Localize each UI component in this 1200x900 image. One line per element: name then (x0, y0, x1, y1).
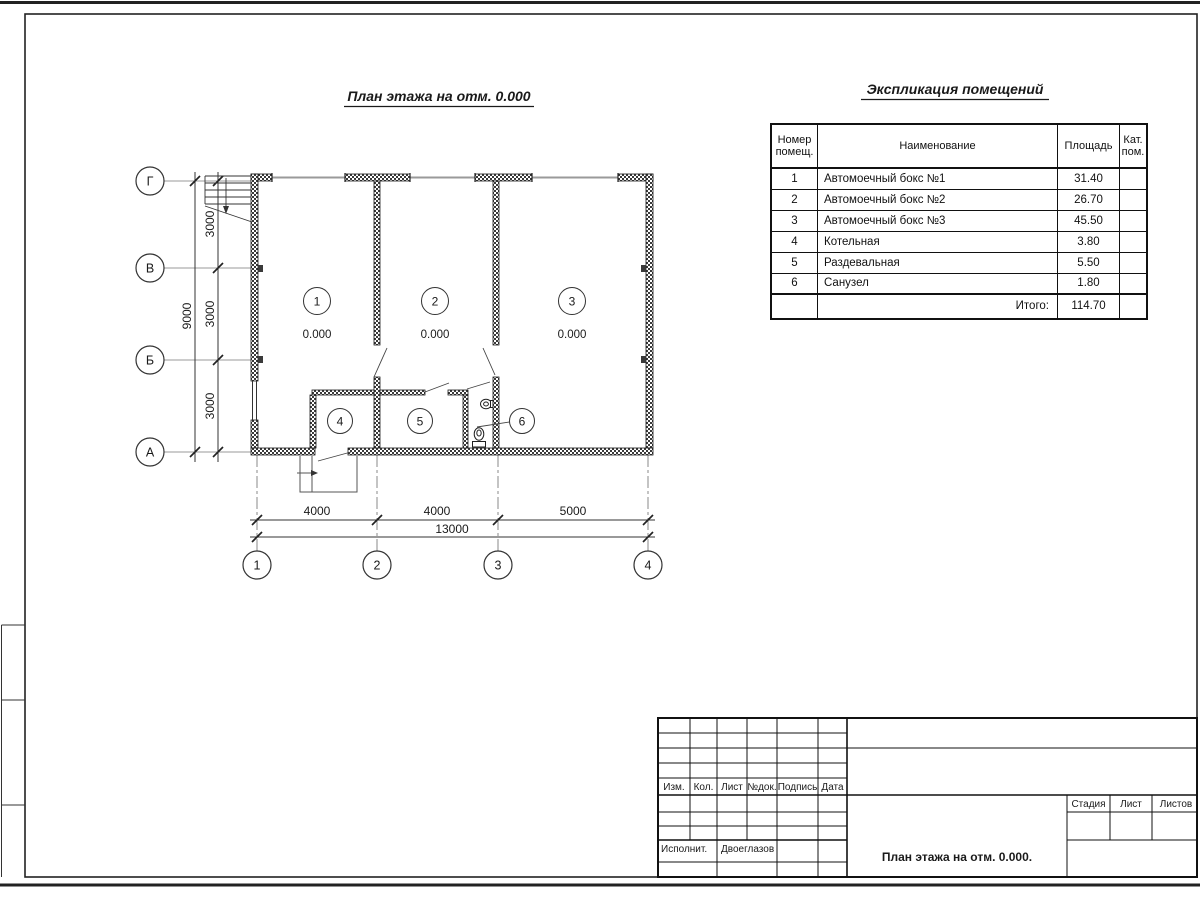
dim-left-1: 3000 (203, 210, 217, 238)
table-total-value: 114.70 (1058, 295, 1120, 318)
tb-col-ndok: №док. (747, 782, 777, 793)
sheet-margin-cells (2, 625, 26, 877)
table-row-num: 1 (772, 169, 818, 190)
table-row-area: 26.70 (1058, 190, 1120, 211)
axis-lines (164, 181, 648, 551)
toilet-fixture (473, 428, 486, 447)
axis-label-1: 1 (253, 558, 261, 573)
room-label-6: 6 (518, 414, 526, 429)
table-row-cat (1120, 211, 1146, 232)
axis-label-2: 2 (373, 558, 381, 573)
dimension-texts (180, 210, 587, 536)
dim-bottom-3: 5000 (559, 504, 587, 518)
tb-executor-name: Двоеглазов (721, 844, 775, 855)
table-row-cat (1120, 232, 1146, 253)
dim-bottom-total: 13000 (435, 522, 469, 536)
table-row-cat (1120, 169, 1146, 190)
room-label-3: 3 (568, 294, 576, 309)
tb-sheets-label: Листов (1159, 799, 1193, 810)
table-header-num: Номер помещ. (772, 125, 818, 169)
table-row-area: 31.40 (1058, 169, 1120, 190)
axis-label-4: 4 (644, 558, 652, 573)
table-header-cat: Кат. пом. (1120, 125, 1146, 169)
table-row-cat (1120, 190, 1146, 211)
tb-col-list: Лист (721, 782, 743, 793)
window-left-wall (253, 381, 257, 420)
tb-executor-label: Исполнит. (661, 844, 708, 855)
table-row-num: 5 (772, 253, 818, 274)
table-header-name: Наименование (818, 125, 1058, 169)
explication-table (770, 123, 1148, 320)
dim-left-total: 9000 (180, 302, 194, 330)
table-row-name: Раздевальная (818, 253, 1058, 274)
table-row-cat (1120, 253, 1146, 274)
table-row-area: 3.80 (1058, 232, 1120, 253)
table-row-name: Автомоечный бокс №3 (818, 211, 1058, 232)
sink-fixture (481, 399, 494, 409)
table-row-name: Котельная (818, 232, 1058, 253)
dimension-lines (195, 172, 655, 537)
table-total-label: Итого: (818, 295, 1058, 318)
room-label-5: 5 (416, 414, 424, 429)
table-title: Экспликация помещений (866, 81, 1044, 97)
table-row-area: 45.50 (1058, 211, 1120, 232)
room-label-2: 2 (431, 294, 439, 309)
axis-label-b: Б (145, 353, 155, 368)
axis-label-a: А (145, 445, 155, 460)
table-row-name: Автомоечный бокс №2 (818, 190, 1058, 211)
gate-openings (272, 173, 618, 182)
dim-bottom-1: 4000 (303, 504, 331, 518)
table-row-cat (1120, 274, 1146, 295)
table-header-area: Площадь (1058, 125, 1120, 169)
tb-col-podpis: Подпись (777, 782, 818, 793)
axis-label-g: Г (146, 174, 154, 189)
tb-col-data: Дата (821, 782, 844, 793)
table-row-name: Автомоечный бокс №1 (818, 169, 1058, 190)
table-row-num: 2 (772, 190, 818, 211)
axis-label-v: В (145, 261, 155, 276)
table-row-area: 5.50 (1058, 253, 1120, 274)
interior-walls (310, 181, 499, 448)
dim-left-2: 3000 (203, 300, 217, 328)
level-mark-room3: 0.000 (557, 329, 587, 341)
door-leaves (318, 348, 495, 461)
entrance-porch (297, 456, 357, 492)
room-label-4: 4 (336, 414, 344, 429)
axis-label-3: 3 (494, 558, 502, 573)
table-row-name: Санузел (818, 274, 1058, 295)
table-row-area: 1.80 (1058, 274, 1120, 295)
table-row-num: 3 (772, 211, 818, 232)
room-bubble-labels (314, 295, 576, 429)
plan-title: План этажа на отм. 0.000 (347, 88, 531, 104)
table-total-numcell (772, 295, 818, 318)
title-block-labels (663, 782, 1192, 810)
table-row-num: 4 (772, 232, 818, 253)
room-bubbles (304, 288, 586, 434)
tb-doc-title: План этажа на отм. 0.000. (881, 850, 1033, 864)
level-marks (303, 329, 587, 341)
table-row-num: 6 (772, 274, 818, 295)
tb-stage-label: Стадия (1071, 799, 1106, 810)
tb-sheet-label: Лист (1120, 799, 1142, 810)
tb-col-izm: Изм. (663, 782, 685, 793)
dim-left-3: 3000 (203, 392, 217, 420)
table-total-catcell (1120, 295, 1146, 318)
tb-col-kol: Кол. (693, 782, 714, 793)
level-mark-room2: 0.000 (420, 329, 450, 341)
dim-bottom-2: 4000 (423, 504, 451, 518)
level-mark-room1: 0.000 (302, 329, 332, 341)
room-label-1: 1 (313, 294, 321, 309)
